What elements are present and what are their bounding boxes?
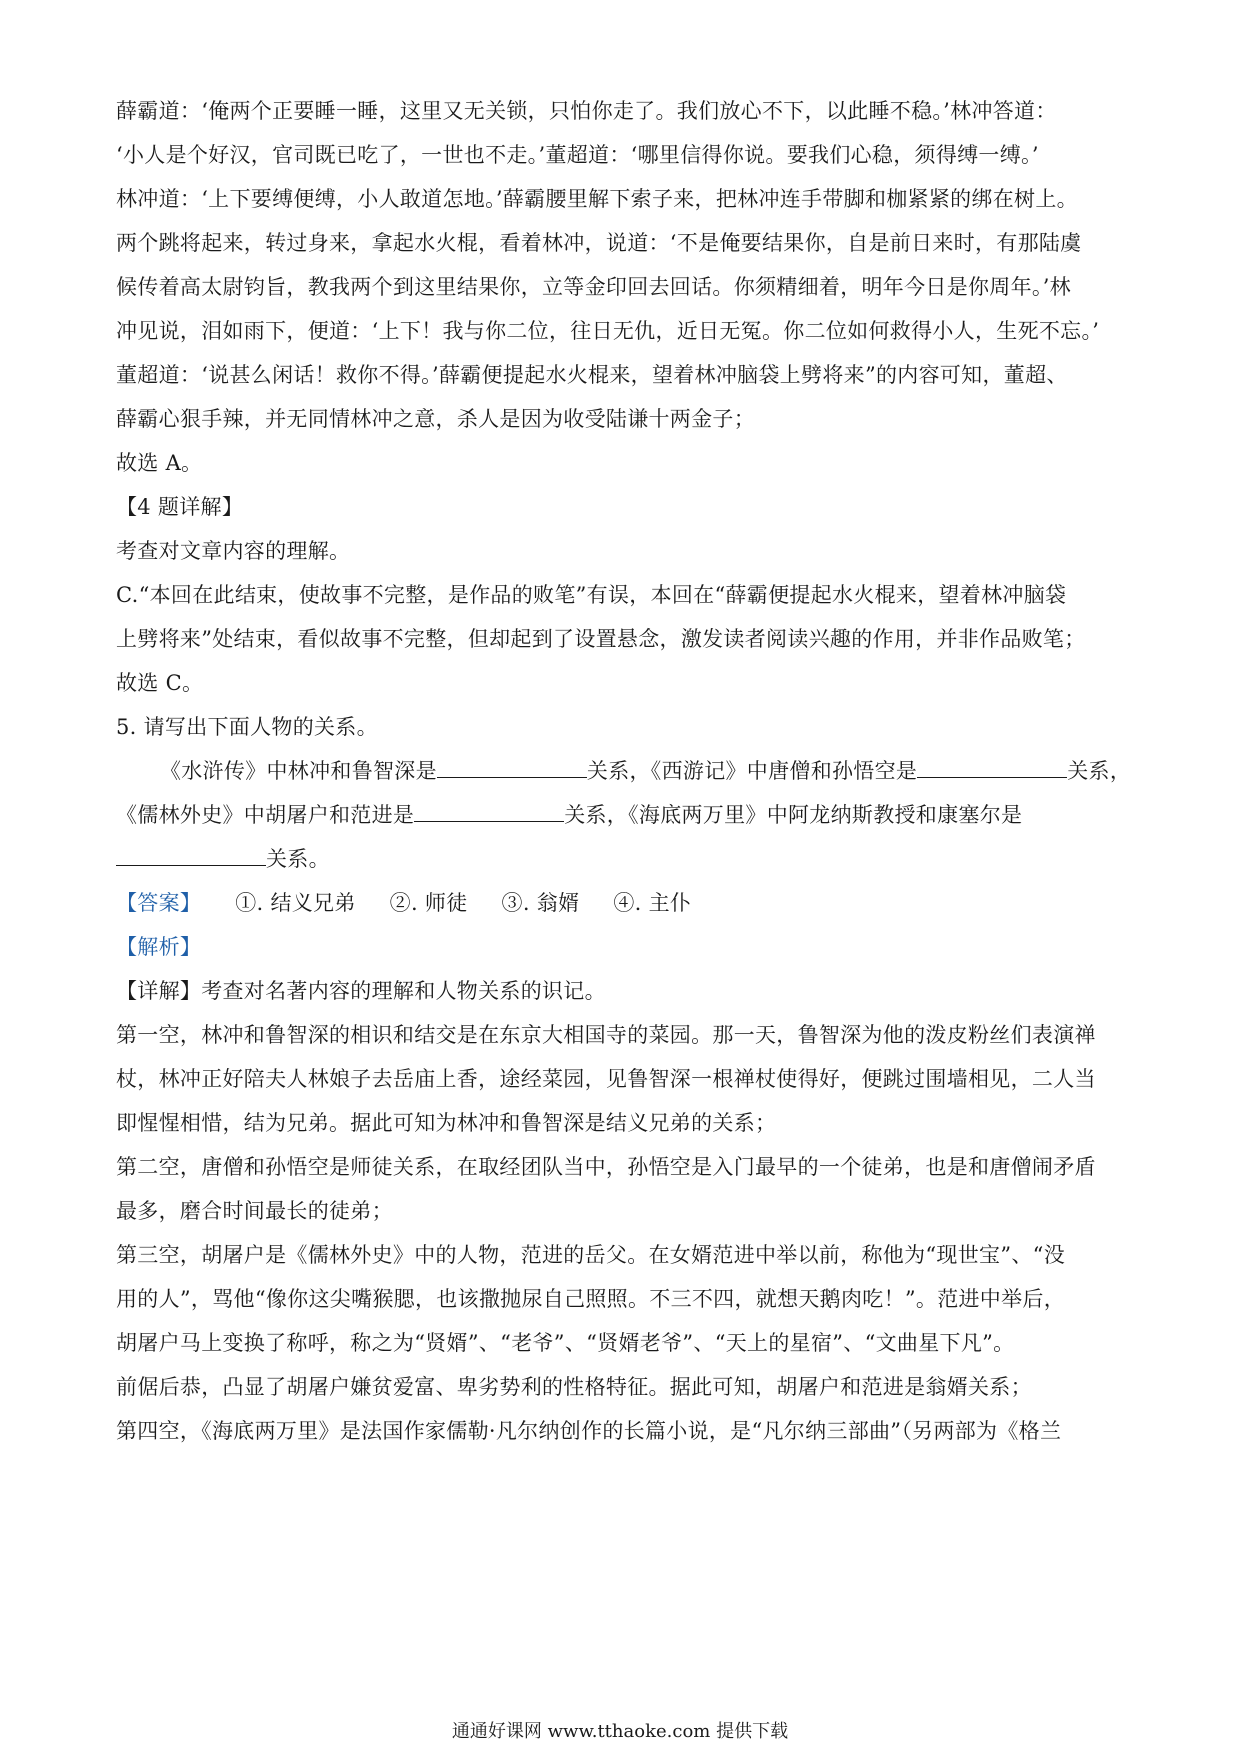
text-line: 故选 A。 [116,451,203,475]
answer-item: ②. 师徒 [389,891,468,915]
text-line: 薛霸道：‘俺两个正要睡一睡，这里又无关锁，只怕你走了。我们放心不下，以此睡不稳。’林冲答道： [116,99,1057,123]
question-text: 关系， [1067,759,1132,783]
answer-item: ④. 主仆 [613,891,692,915]
question-line [116,800,1128,830]
text-line: 前倨后恭，凸显了胡屠户嫌贫爱富、卑劣势利的性格特征。据此可知，胡屠户和范进是翁婿关系； [116,1375,1032,1399]
text-line: 林冲道：‘上下要缚便缚，小人敢道怎地。’薛霸腰里解下索子来，把林冲连手带脚和枷紧紧的绑在树上。 [116,187,1078,211]
text-line: 用的人”，骂他“像你这尖嘴猴腮，也该撒抛尿自己照照。不三不四，就想天鹅肉吃！”。范进中举后， [116,1287,1066,1311]
question-text: 关系，《海底两万里》中阿龙纳斯教授和康塞尔是 [564,803,1023,827]
text-line: 候传着高太尉钧旨，教我两个到这里结果你，立等金印回去回话。你须精细着，明年今日是你周年。’林 [116,275,1071,299]
question-line [160,756,1132,786]
text-line: 薛霸心狠手辣，并无同情林冲之意，杀人是因为收受陆谦十两金子； [116,407,755,431]
text-line: 考查对文章内容的理解。 [116,539,351,563]
text-line: 上劈将来”处结束，看似故事不完整，但却起到了设置悬念，激发读者阅读兴趣的作用，并非作品败笔； [116,627,1086,651]
answer-item: ③. 翁婿 [501,891,580,915]
text-line: 最多，磨合时间最长的徒弟； [116,1199,393,1223]
text-line: 第三空，胡屠户是《儒林外史》中的人物，范进的岳父。在女婿范进中举以前，称他为“现世宝”、“没 [116,1243,1066,1267]
text-line: ‘小人是个好汉，官司既已吃了，一世也不走。’董超道：‘哪里信得你说。要我们心稳，须得缚一缚。’ [116,143,1039,167]
text-line: 董超道：‘说甚么闲话！救你不得。’薛霸便提起水火棍来，望着林冲脑袋上劈将来”的内容可知，董超、 [116,363,1068,387]
detail-label: 【详解】 [116,979,202,1003]
text-line: 杖，林冲正好陪夫人林娘子去岳庙上香，途经菜园，见鲁智深一根禅杖使得好，便跳过围墙相见，二人当 [116,1067,1096,1091]
text-line: 两个跳将起来，转过身来，拿起水火棍，看着林冲，说道：‘不是俺要结果你，自是前日来时，有那陆虞 [116,231,1082,255]
answer-blank [437,757,587,778]
page-footer: 通通好课网 www.tthaoke.com 提供下载 [451,1721,789,1742]
question-title: 5. 请写出下面人物的关系。 [116,715,378,739]
text-line: 第一空，林冲和鲁智深的相识和结交是在东京大相国寺的菜园。那一天，鲁智深为他的泼皮粉丝们表演禅 [116,1023,1096,1047]
text-line: 故选 C。 [116,671,204,695]
question-text: 关系。 [266,847,330,871]
question-line [116,844,1128,874]
text-line: 第四空，《海底两万里》是法国作家儒勒·凡尔纳创作的长篇小说，是“凡尔纳三部曲”（另两部为《格兰 [116,1419,1062,1443]
analysis-label: 【解析】 [116,935,202,959]
text-line: C.“本回在此结束，使故事不完整，是作品的败笔”有误，本回在“薛霸便提起水火棍来，望着林冲脑袋 [116,583,1067,607]
question-text: 《水浒传》中林冲和鲁智深是 [160,759,437,783]
text-line: 即惺惺相惜，结为兄弟。据此可知为林冲和鲁智深是结义兄弟的关系； [116,1111,777,1135]
answer-blank [917,757,1067,778]
text-line: 胡屠户马上变换了称呼，称之为“贤婿”、“老爷”、“贤婿老爷”、“天上的星宿”、“文曲星下凡”。 [116,1331,1015,1355]
question-text: 关系，《西游记》中唐僧和孙悟空是 [586,759,918,783]
answer-label: 【答案】 [116,891,202,915]
text-line: 第二空，唐僧和孙悟空是师徒关系，在取经团队当中，孙悟空是入门最早的一个徒弟，也是和唐僧闹矛盾 [116,1155,1096,1179]
text-line: 冲见说，泪如雨下，便道：‘上下！我与你二位，往日无仇，近日无冤。你二位如何救得小人，生死不忘。’ [116,319,1100,343]
answer-line [116,888,1128,918]
answer-blank [414,801,564,822]
detail-text: 考查对名著内容的理解和人物关系的识记。 [201,979,606,1003]
answer-blank [116,845,266,866]
section-heading: 【4 题详解】 [116,495,244,519]
answer-item: ①. 结义兄弟 [235,891,356,915]
detail-line [116,976,1128,1006]
question-text: 《儒林外史》中胡屠户和范进是 [116,803,415,827]
